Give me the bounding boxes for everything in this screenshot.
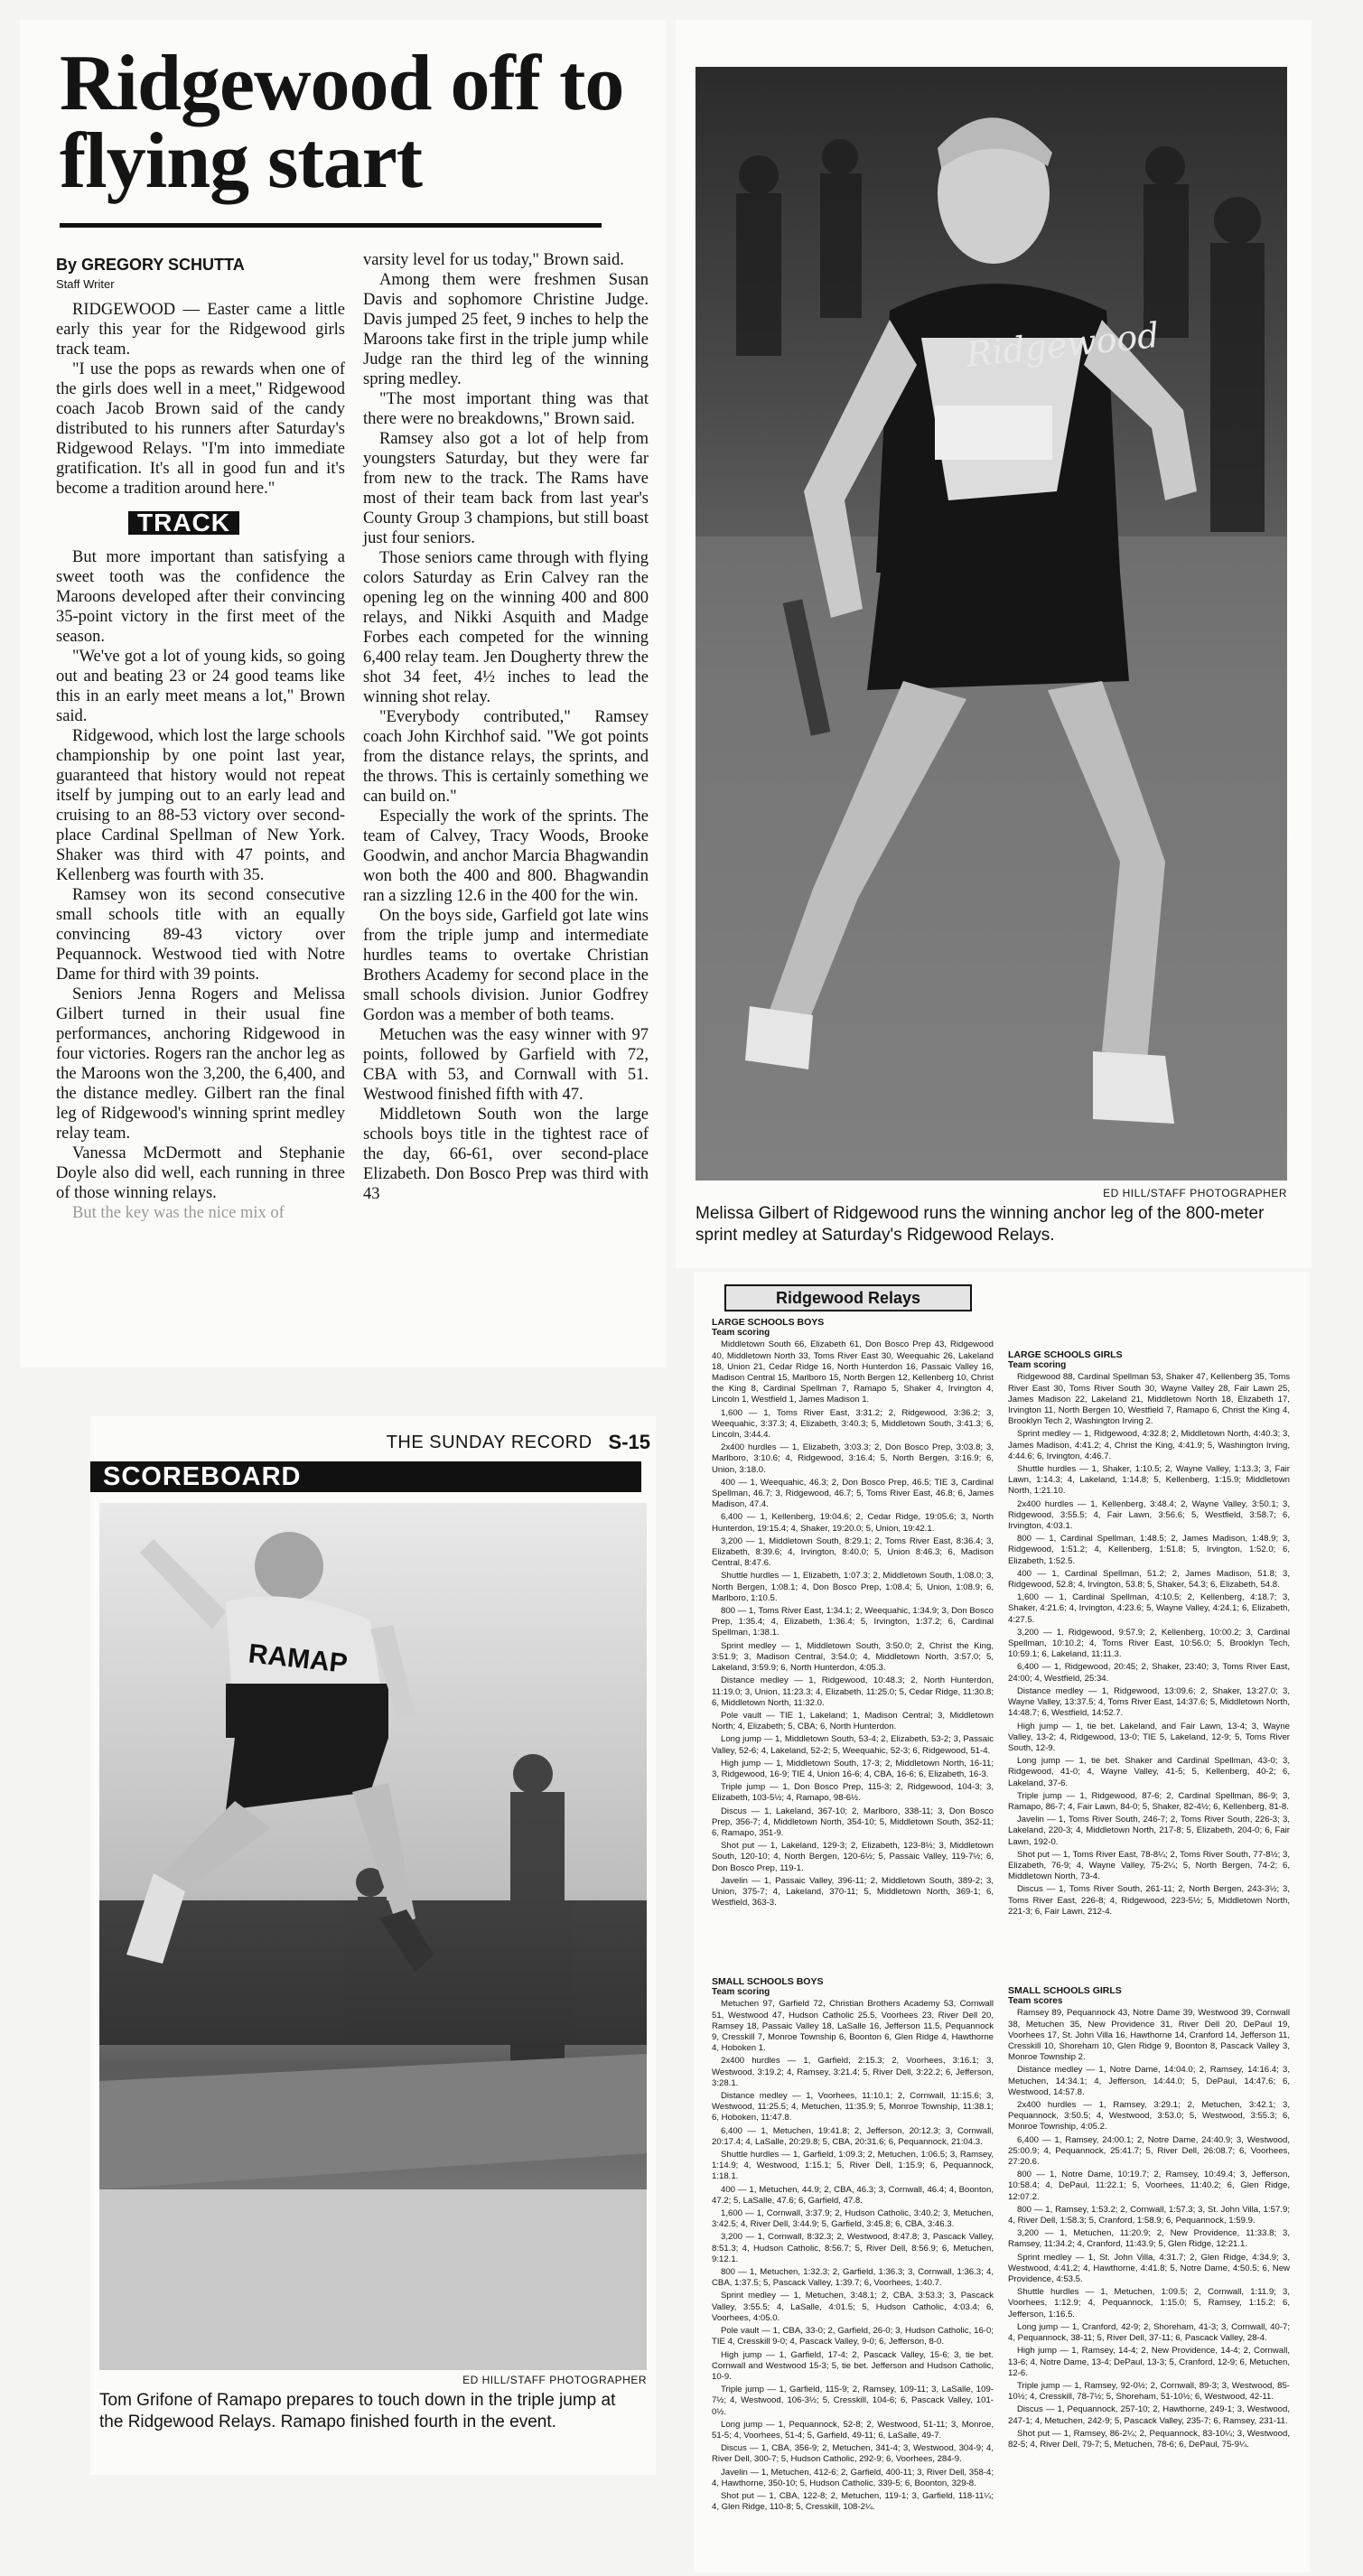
result-line: 800 — 1, Ramsey, 1:53.2; 2, Cornwall, 1:57.3; 3, St. John Villa, 1:57.9; 4, River Dell, 1:58.3; 5, Cranford, 1:58.9; 6, Pequannock, 1:59.9.: [1008, 2204, 1290, 2226]
paragraph: "The most important thing was that there were no breakdowns," Brown said.: [363, 390, 649, 428]
result-line: Discus — 1, Toms River South, 261-11; 2, North Bergen, 243-3½; 3, Toms River East, 226-8; 4, Ridgewood, 223-5½; 5, Middletown North, 221-3; 6, Fair Lawn, 212-4.: [1008, 1884, 1290, 1917]
result-line: 2x400 hurdles — 1, Ramsey, 3:29.1; 2, Metuchen, 3:42.1; 3, Pequannock, 3:50.5; 4, Westwood, 3:53.0; 5, Westwood, 3:55.3; 6, Monroe Township, 4:05.2.: [1008, 2100, 1290, 2133]
result-line: High jump — 1, tie bet. Lakeland, and Fair Lawn, 13-4; 3, Wayne Valley, 13-2; 4, Ridgewood, 13-0; TIE 5, Lakeland, 12-9; 5, Toms River South, 12-9.: [1008, 1721, 1290, 1753]
result-line: 800 — 1, Metuchen, 1:32.3; 2, Garfield, 1:36.3; 3, Cornwall, 1:36.3; 4, CBA, 1:37.5; 5, Pascack Valley, 1:39.7; 6, Voorhees, 1:40.7.: [712, 2267, 994, 2289]
jersey-text: RAMAP: [247, 1638, 350, 1679]
result-line: Shuttle hurdles — 1, Garfield, 1:09.3; 2, Metuchen, 1:06.5; 3, Ramsey, 1:14.9; 4, Westwood, 1:15.1; 5, River Dell, 1:15.9; 6, Pequannock, 1:18.1.: [712, 2150, 994, 2182]
paragraph: Seniors Jenna Rogers and Melissa Gilbert turned in their usual fine performances, anchoring Ridgewood in four victories. Rogers ran the anchor leg as the Maroons won the 3,200, the 6,400, and the distance medley. Gilbert ran the final leg of Ridgewood's winning sprint medley relay team.: [56, 985, 345, 1143]
paragraph: On the boys side, Garfield got late wins from the triple jump and intermediate hurdles teams to overtake Christian Brothers Academy for second place in the small schools division. Junior Godfrey Gordon was a member of both teams.: [363, 907, 649, 1024]
article-column-2: [363, 250, 649, 1204]
result-line: Pole vault — TIE 1, Lakeland; 1, Madison Central; 3, Middletown North; 4, Elizabeth; 5, CBA; 6, North Hunterdon.: [712, 1710, 994, 1732]
result-line: 3,200 — 1, Metuchen, 11:20.9; 2, New Providence, 11:33.8; 3, Ramsey, 11:34.2; 4, Cranford, 11:43.9; 5, Glen Ridge, 12:21.1.: [1008, 2228, 1290, 2250]
result-line: Middletown South 66, Elizabeth 61, Don Bosco Prep 43, Ridgewood 40, Middletown North 33, Toms River East 30, Weequahic 26, Lakeland 18, Union 21, Cedar Ridge 16, North Hunterdon 16, Passaic Valley 16, Madison Central 15, Marlboro 15, North Bergen 12, Kellenberg 10, Christ the King 8, Cardinal Spellman 7, Ramapo 5, Shaker 4, Irvington 4, Lincoln 1, Westfield 1, James Madison 1.: [712, 1339, 994, 1405]
result-line: Distance medley — 1, Notre Dame, 14:04.0; 2, Ramsey, 14:16.4; 3, Metuchen, 14:34.1; 4, Jefferson, 14:44.0; 5, DePaul, 14:47.6; 6, Westwood, 14:57.8.: [1008, 2065, 1290, 2097]
result-line: 6,400 — 1, Metuchen, 19:41.8; 2, Jefferson, 20:12.3; 3, Cornwall, 20:17.4; 4, LaSalle, 20:29.8; 5, CBA, 20:31.6; 6, Pequannock, 21:04.3.: [712, 2125, 994, 2147]
paragraph: "I use the pops as rewards when one of the girls does well in a meet," Ridgewood coach Jacob Brown said of the candy distributed to his runners after Saturday's Ridgewood Relays. "I'm into immediate gratification. It's all in good fun and it's become a tradition around here.": [56, 360, 345, 498]
paragraph: Among them were freshmen Susan Davis and sophomore Christine Judge. Davis jumped 25 feet, 9 inches to help the Maroons take first in the triple jump while Judge ran the third leg of the winning spring medley.: [363, 271, 649, 388]
small-boys-results: [712, 1976, 994, 2515]
result-line: 1,600 — 1, Toms River East, 3:31.2; 2, Ridgewood, 3:36.2; 3, Weequahic, 3:37.3; 4, Elizabeth, 3:40.3; 5, Middletown South, 3:41.3; 6, Lincoln, 3:44.4.: [712, 1407, 994, 1441]
result-line: Long jump — 1, tie bet. Shaker and Cardinal Spellman, 43-0; 3, Ridgewood, 41-0; 4, Wayne Valley, 41-5; 5, Kellenberg, 40-2; 6, Lakeland, 37-6.: [1008, 1756, 1290, 1788]
section-header: [99, 1427, 650, 1458]
paragraph: "Everybody contributed," Ramsey coach John Kirchhof said. "We got points from the distance relays, the sprints, and the throws. This is certainly something we can build on.": [363, 708, 649, 806]
small-girls-results: [1008, 1985, 1290, 2452]
paragraph: Metuchen was the easy winner with 97 points, followed by Garfield with 72, CBA with 53, and Cornwall with 51. Westwood finished fifth with 47.: [363, 1026, 649, 1104]
article-clipping: [20, 20, 667, 1367]
scoreboard-banner: [90, 1461, 641, 1492]
result-line: High jump — 1, Middletown South, 17-3; 2, Middletown North, 16-11; 3, Ridgewood, 16-9; TIE 4, Union 16-6; 4, CBA, 16-6; 6, Elizabeth, 16-3.: [712, 1758, 994, 1779]
scoreboard-clipping: [90, 1416, 656, 2475]
paragraph: Especially the work of the sprints. The team of Calvey, Tracy Woods, Brooke Goodwin, and anchor Marcia Bhagwandin won both the 400 and 800. Bhagwandin ran a sizzling 12.6 in the 400 for the win.: [363, 807, 649, 905]
result-line: Shot put — 1, Toms River East, 78-8¼; 2, Toms River South, 77-8½; 3, Elizabeth, 76-9; 4, Wayne Valley, 75-2¼; 5, North Bergen, 74-2; 6, Middletown North, 73-4.: [1008, 1849, 1290, 1882]
result-line: Pole vault — 1, CBA, 33-0; 2, Garfield, 26-0; 3, Hudson Catholic, 16-0; TIE 4, Cresskill 9-0; 4, Pascack Valley, 9-0; 6, Jefferson, 8-0.: [712, 2326, 994, 2347]
result-line: 6,400 — 1, Kellenberg, 19:04.6; 2, Cedar Ridge, 19:05.6; 3, North Hunterdon, 19:15.4; 4, Shaker, 19:20.0; 5, Union, 19:42.1.: [712, 1512, 994, 1534]
result-line: Discus — 1, Lakeland, 367-10; 2, Marlboro, 338-11; 3, Don Bosco Prep, 356-7; 4, Middletown North, 354-10; 5, Middletown South, 352-11; 6, Ramapo, 351-9.: [712, 1806, 994, 1838]
result-line: Triple jump — 1, Garfield, 115-9; 2, Ramsey, 109-11; 3, LaSalle, 109-7½; 4, Westwood, 106-3½; 5, Cresskill, 104-6; 6, Pascack Valley, 101-0½.: [712, 2385, 994, 2417]
result-line: High jump — 1, Ramsey, 14-4; 2, New Providence, 14-4; 2, Cornwall, 13-6; 4, Notre Dame, 13-4; DePaul, 13-3; 5, Cranford, 12-9; 6, Metuchen, 12-6.: [1008, 2346, 1290, 2378]
result-line: Long jump — 1, Middletown South, 53-4; 2, Elizabeth, 53-2; 3, Passaic Valley, 52-6; 4, Lakeland, 52-2; 5, Weequahic, 52-3; 6, Ridgewood, 51-4.: [712, 1734, 994, 1756]
result-line: Shuttle hurdles — 1, Elizabeth, 1:07.3; 2, Middletown South, 1:08.0; 3, North Bergen, 1:08.1; 4, Don Bosco Prep, 1:08.4; 5, Union, 1:08.9; 6, Marlboro, 1:10.5.: [712, 1571, 994, 1603]
result-line: Triple jump — 1, Ramsey, 92-0½; 2, Cornwall, 89-3; 3, Westwood, 85-10½; 4, Cresskill, 78-7½; 5, Shoreham, 51-10½; 6, Westwood, 42-11.: [1008, 2380, 1290, 2403]
large-boys-results: [712, 1317, 994, 1910]
result-line: Distance medley — 1, Ridgewood, 10:48.3; 2, North Hunterdon, 11:19.0; 3, Union, 11:23.3; 4, Elizabeth, 11:25.0; 5, Cedar Ridge, 11:30.8; 6, Middletown North, 11:32.0.: [712, 1675, 994, 1708]
result-line: 2x400 hurdles — 1, Garfield, 2:15.3; 2, Voorhees, 3:16.1; 3, Westwood, 3:19.2; 4, Ramsey, 3:21.4; 5, River Dell, 3:22.2; 6, Jefferson, 3:28.1.: [712, 2056, 994, 2088]
newspaper-name: THE SUNDAY RECORD: [386, 1432, 593, 1452]
result-line: Sprint medley — 1, Ridgewood, 4:32.8; 2, Middletown North, 4:40.3; 3, James Madison, 4:41.2; 4, Christ the King, 4:41.9; 5, Washington Irving, 4:44.6; 6, Irvington, 4:46.7.: [1008, 1429, 1290, 1461]
paragraph: Middletown South won the large schools boys title in the tightest race of the day, 66-61, over second-place Elizabeth. Don Bosco Prep was third with 43: [363, 1106, 649, 1203]
result-line: Shot put — 1, CBA, 122-8; 2, Metuchen, 119-1; 3, Garfield, 118-11¼; 4, Glen Ridge, 110-8; 5, Cresskill, 108-2¼.: [712, 2490, 994, 2513]
paragraph: Those seniors came through with flying colors Saturday as Erin Calvey ran the opening leg on the winning 400 and 800 relays, and Nikki Asquith and Madge Forbes each competed for the winning 6,400 relay team. Jen Dougherty threw the shot 34 feet, 4½ inches to lead the winning shot relay.: [363, 549, 649, 706]
team-scoring-label: Team scoring: [1008, 1360, 1067, 1371]
photo-credit: ED HILL/STAFF PHOTOGRAPHER: [1103, 1187, 1287, 1199]
result-line: Javelin — 1, Metuchen, 412-6; 2, Garfield, 400-11; 3, River Dell, 358-4; 4, Hawthorne, 350-10; 5, Hudson Catholic, 339-5; 6, Boonton, 329-8.: [712, 2467, 994, 2488]
byline: By GREGORY SCHUTTA: [56, 256, 245, 274]
result-line: Javelin — 1, Toms River South, 246-7; 2, Toms River South, 226-3; 3, Lakeland, 220-3; 4, Middletown North, 217-8; 5, Elizabeth, 204-0; 6, Fair Lawn, 192-0.: [1008, 1815, 1290, 1847]
staff-label: Staff Writer: [56, 277, 115, 291]
result-line: 3,200 — 1, Ridgewood, 9:57.9; 2, Kellenberg, 10:00.2; 3, Cardinal Spellman, 10:10.2; 4, Toms River East, 10:56.0; 5, Brooklyn Tech, 10:59.1; 6, Lakeland, 11:11.3.: [1008, 1627, 1290, 1660]
result-line: 3,200 — 1, Middletown South, 8:29.1; 2, Toms River East, 8:36.4; 3, Elizabeth, 8:39.6; 4, Irvington, 8:40.0; 5, Union 8:46.3; 6, Madison Central, 8:47.6.: [712, 1535, 994, 1569]
photo-credit: ED HILL/STAFF PHOTOGRAPHER: [462, 2374, 647, 2386]
result-line: Ridgewood 88, Cardinal Spellman 53, Shaker 47, Kellenberg 35, Toms River East 30, Toms River South 30, Wayne Valley 28, Fair Lawn 25, James Madison 22, Lakeland 21, Middletown North 18, Elizabeth 17, Irvington 11, North Bergen 10, Westfield 7, Ramapo 6, Christ the King 4, Brooklyn Tech 2, Washington Irving 2.: [1008, 1372, 1290, 1427]
result-line: 400 — 1, Weequahic, 46.3; 2, Don Bosco Prep, 46.5; TIE 3, Cardinal Spellman, 46.7; 3, Ridgewood, 46.7; 5, Toms River East, 46.8; 6, James Madison, 47.4.: [712, 1477, 994, 1510]
photo-caption: Melissa Gilbert of Ridgewood runs the winning anchor leg of the 800-meter sprint medley at Saturday's Ridgewood Relays.: [696, 1204, 1265, 1245]
result-line: Distance medley — 1, Voorhees, 11:10.1; 2, Cornwall, 11:15.6; 3, Westwood, 11:25.5; 4, Metuchen, 11:35.9; 5, Monroe Township, 11:38.1; 6, Hoboken, 11:47.8.: [712, 2091, 994, 2123]
result-line: Shot put — 1, Lakeland, 129-3; 2, Elizabeth, 123-8½; 3, Middletown South, 120-10; 4, North Bergen, 120-6½; 5, Passaic Valley, 119-7½; 6, Don Bosco Prep, 119-1.: [712, 1841, 994, 1873]
result-line: 6,400 — 1, Ridgewood, 20:45; 2, Shaker, 23:40; 3, Toms River East, 24:00; 4, Westfield, 25:34.: [1008, 1662, 1290, 1684]
result-line: Shuttle hurdles — 1, Shaker, 1:10.5; 2, Wayne Valley, 1:13.3; 3, Fair Lawn, 1:14.3; 4, Lakeland, 1:14.8; 5, Kellenberg, 1:15.9; Middletown North, 1:21.10.: [1008, 1464, 1290, 1497]
results-clipping: [694, 1272, 1310, 2572]
jumper-illustration: [99, 1503, 647, 2370]
runner-illustration: [696, 67, 1287, 1181]
result-line: Shot put — 1, Ramsey, 86-2¼; 2, Pequannock, 83-10¼; 3, Westwood, 82-5; 4, River Dell, 79-7; 5, Metuchen, 78-6; 6, DePaul, 75-9¼.: [1008, 2428, 1290, 2450]
result-line: Triple jump — 1, Don Bosco Prep, 115-3; 2, Ridgewood, 104-3; 3, Elizabeth, 103-5½; 4, Ramapo, 98-6½.: [712, 1782, 994, 1804]
result-line: 3,200 — 1, Cornwall, 8:32.3; 2, Westwood, 8:47.8; 3, Pascack Valley, 8:51.3; 4, Hudson Catholic, 8:56.7; 5, River Dell, 8:56.9; 6, Metuchen, 9:12.1.: [712, 2232, 994, 2264]
result-line: Triple jump — 1, Ridgewood, 87-6; 2, Cardinal Spellman, 86-9; 3, Ramapo, 86-7; 4, Fair Lawn, 84-0; 5, Shaker, 82-4½; 6, Kellenberg, 81-8.: [1008, 1790, 1290, 1812]
paragraph: Vanessa McDermott and Stephanie Doyle also did well, each running in three of those winning relays.: [56, 1144, 345, 1202]
paragraph: But more important than satisfying a sweet tooth was the confidence the Maroons developed after their convincing 35-point victory in the first meet of the season.: [56, 548, 345, 646]
headline: Ridgewood off to flying start: [60, 40, 624, 205]
division-heading: LARGE SCHOOLS GIRLS: [1008, 1349, 1123, 1360]
result-line: Ramsey 89, Pequannock 43, Notre Dame 39, Westwood 39, Cornwall 38, Metuchen 35, New Providence 31, River Dell 20, DePaul 19, Voorhees 17, St. John Villa 16, Hawthorne 14, Cranford 14, Jefferson 11, Cresskill 10, Shoreham 10, Glen Ridge 9, Boonton 8, Pascack Valley 3, Monroe Township 2.: [1008, 2008, 1290, 2063]
paragraph: varsity level for us today," Brown said.: [363, 251, 624, 269]
result-line: 1,600 — 1, Cardinal Spellman, 4:10.5; 2, Kellenberg, 4:18.7; 3, Shaker, 4:21.6; 4, Irvington, 4:23.6; 5, Wayne Valley, 4:24.1; 6, Elizabeth, 4:27.5.: [1008, 1592, 1290, 1625]
team-scoring-label: Team scores: [1008, 1996, 1063, 2007]
paragraph: Ridgewood, which lost the large schools championship by one point last year, guaranteed that history would not repeat itself by jumping out to an early lead and cruising to an 88-53 victory over second-place Cardinal Spellman of New York. Shaker was third with 47 points, and Kellenberg was fourth with 35.: [56, 727, 345, 884]
result-line: Sprint medley — 1, Middletown South, 3:50.0; 2, Christ the King, 3:51.9; 3, Madison Central, 3:54.0; 4, Middletown North, 3:57.0; 5, Lakeland, 3:59.9; 6, North Hunterdon, 4:05.3.: [712, 1640, 994, 1674]
photo-clipping-runner: [676, 20, 1312, 1268]
result-line: High jump — 1, Garfield, 17-4; 2, Pascack Valley, 15-6; 3, tie bet. Cornwall and Westwood 15-3; 5, tie bet. Jefferson and Hudson Catholic, 10-9.: [712, 2349, 994, 2382]
large-girls-results: [1008, 1349, 1290, 1919]
page-number: S-15: [608, 1431, 650, 1453]
headline-rule: [60, 223, 602, 228]
result-line: Sprint medley — 1, Metuchen, 3:48.1; 2, CBA, 3:53.3; 3, Pascack Valley, 3:55.5; 4, LaSalle, 4:01.5; 5, Hudson Catholic, 4:03.4; 6, Voorhees, 4:05.0.: [712, 2291, 994, 2323]
result-line: 800 — 1, Notre Dame, 10:19.7; 2, Ramsey, 10:49.4; 3, Jefferson, 10:58.4; 4, DePaul, 11:22.1; 5, Voorhees, 11:40.2; 6, Glen Ridge, 12:07.2.: [1008, 2170, 1290, 2202]
result-line: Discus — 1, CBA, 356-9; 2, Metuchen, 341-4; 3, Westwood, 304-9; 4, River Dell, 300-7; 5, Hudson Catholic, 292-9; 6, Voorhees, 284-9.: [712, 2443, 994, 2465]
division-heading: SMALL SCHOOLS BOYS: [712, 1976, 824, 1987]
team-scoring-label: Team scoring: [712, 1328, 770, 1339]
jersey-text: Ridgewood: [964, 314, 1162, 375]
result-line: Long jump — 1, Pequannock, 52-8; 2, Westwood, 51-11; 3, Monroe, 51-5; 4, Voorhees, 51-4; 5, Garfield, 49-11; 6, LaSalle, 49-7.: [712, 2419, 994, 2441]
result-line: 800 — 1, Toms River East, 1:34.1; 2, Weequahic, 1:34.9; 3, Don Bosco Prep, 1:35.4; 4, Elizabeth, 1:36.4; 5, Irvington, 1:37.2; 6, Cardinal Spellman, 1:38.1.: [712, 1606, 994, 1638]
scoreboard-title: SCOREBOARD: [103, 1461, 302, 1491]
paragraph: RIDGEWOOD — Easter came a little early this year for the Ridgewood girls track team.: [56, 301, 345, 359]
result-line: Long jump — 1, Cranford, 42-9; 2, Shoreham, 41-3; 3, Cornwall, 40-7; 4, Pequannock, 38-11; 5, River Dell, 37-11; 6, Pascack Valley, 28-4.: [1008, 2321, 1290, 2344]
runner-photo: [696, 67, 1287, 1181]
paragraph: Ramsey won its second consecutive small schools title with an equally convincing 89-43 victory over Pequannock. Westwood tied with Notre Dame for third with 39 points.: [56, 886, 345, 984]
paragraph: But the key was the nice mix of: [72, 1204, 285, 1222]
result-line: Distance medley — 1, Ridgewood, 13:09.6; 2, Shaker, 13:27.0; 3, Wayne Valley, 13:37.5; 4, Toms River East, 14:37.6; 5, Middletown North, 14:48.7; 6, Westfield, 14:52.7.: [1008, 1685, 1290, 1719]
result-line: 1,600 — 1, Cornwall, 3:37.9; 2, Hudson Catholic, 3:40.2; 3, Metuchen, 3:42.5; 4, River Dell, 3:44.9; 5, Garfield, 3:45.8; 6, CBA, 3:46.3.: [712, 2208, 994, 2230]
article-column-1: [56, 255, 345, 1223]
result-line: 400 — 1, Metuchen, 44.9; 2, CBA, 46.3; 3, Cornwall, 46.4; 4, Boonton, 47.2; 5, LaSalle, 47.6; 6, Garfield, 47.8.: [712, 2184, 994, 2206]
result-line: 6,400 — 1, Ramsey, 24:00.1; 2, Notre Dame, 24:40.9; 3, Westwood, 25:00.9; 4, Pequannock, 25:41.7; 5, River Dell, 26:08.7; 6, Voorhees, 27:20.6.: [1008, 2134, 1290, 2168]
photo-caption: Tom Grifone of Ramapo prepares to touch down in the triple jump at the Ridgewood Relays. Ramapo finished fourth in the event.: [99, 2391, 616, 2431]
result-line: 800 — 1, Cardinal Spellman, 1:48.5; 2, James Madison, 1:48.9; 3, Ridgewood, 1:51.2; 4, Kellenberg, 1:51.8; 5, Irvington, 1:52.0; 6, Elizabeth, 1:52.5.: [1008, 1534, 1290, 1566]
division-heading: LARGE SCHOOLS BOYS: [712, 1317, 825, 1328]
section-kicker: TRACK: [128, 511, 239, 535]
result-line: Shuttle hurdles — 1, Metuchen, 1:09.5; 2, Cornwall, 1:11.9; 3, Voorhees, 1:12.9; 4, Pequannock, 1:15.0; 5, Ramsey, 1:15.2; 6, Jefferson, 1:16.5.: [1008, 2287, 1290, 2319]
result-line: Sprint medley — 1, St. John Villa, 4:31.7; 2, Glen Ridge, 4:34.9; 3, Westwood, 4:41.2; 4, Hawthorne, 4:41.8; 5, Notre Dame, 4:50.5; 6, New Providence, 4:53.5.: [1008, 2252, 1290, 2285]
paragraph: Ramsey also got a lot of help from youngsters Saturday, but they were far from new to the track. The Rams have most of their team back from last year's County Group 3 champions, but still boast just four seniors.: [363, 430, 649, 547]
result-line: 2x400 hurdles — 1, Elizabeth, 3:03.3; 2, Don Bosco Prep, 3:03.8; 3, Marlboro, 3:10.6; 4, Ridgewood, 3:16.4; 5, North Bergen, 3:16.9; 6, Union, 3:18.0.: [712, 1442, 994, 1475]
result-line: 400 — 1, Cardinal Spellman, 51.2; 2, James Madison, 51.8; 3, Ridgewood, 52.8; 4, Irvington, 53.8; 5, Shaker, 54.3; 6, Elizabeth, 54.8.: [1008, 1568, 1290, 1591]
team-scoring-label: Team scoring: [712, 1987, 770, 1998]
result-line: 2x400 hurdles — 1, Kellenberg, 3:48.4; 2, Wayne Valley, 3:50.1; 3, Ridgewood, 3:55.5; 4, Fair Lawn, 3:56.6; 5, Westfield, 3:58.7; 6, Irvington, 4:03.1.: [1008, 1498, 1290, 1532]
triple-jump-photo: [99, 1503, 647, 2370]
result-line: Javelin — 1, Passaic Valley, 396-11; 2, Middletown South, 389-2; 3, Union, 375-7; 4, Lakeland, 370-11; 5, Middletown North, 369-1; 6, Westfield, 363-3.: [712, 1875, 994, 1909]
result-line: Metuchen 97, Garfield 72, Christian Brothers Academy 53, Cornwall 51, Westwood 47, Hudson Catholic 25.5, Voorhees 23, River Dell 20, Ramsey 18, Passaic Valley 18, LaSalle 16, Jefferson 11.5, Pequannock 9, Cresskill 7, Monroe Township 6, Boonton 6, Glen Ridge 4, Hawthorne 4, Hoboken 1.: [712, 1999, 994, 2054]
paragraph: "We've got a lot of young kids, so going out and beating 23 or 24 good teams like this in an early meet means a lot," Brown said.: [56, 648, 345, 725]
division-heading: SMALL SCHOOLS GIRLS: [1008, 1985, 1122, 1996]
results-title-box: [724, 1284, 972, 1311]
results-title: Ridgewood Relays: [775, 1288, 921, 1307]
result-line: Discus — 1, Pequannock, 257-10; 2, Hawthorne, 249-1; 3, Westwood, 247-1; 4, Metuchen, 242-9; 5, Pascack Valley, 235-7; 6, Ramsey, 231-11.: [1008, 2404, 1290, 2426]
